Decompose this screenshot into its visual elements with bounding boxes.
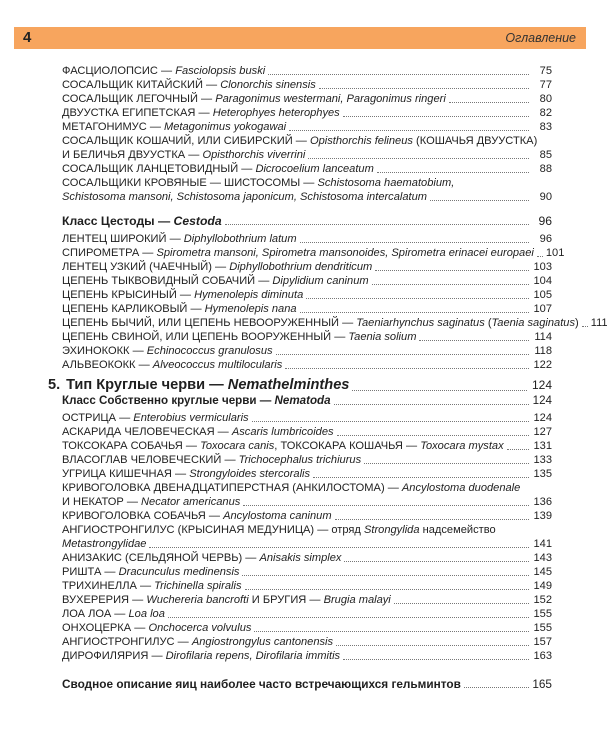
toc-part-nemathelminthes[interactable]: 5. Тип Круглые черви — Nemathelminthes 124	[48, 377, 552, 393]
page-ref: 75	[539, 65, 552, 77]
dot-leader	[430, 200, 529, 201]
page-ref: 155	[533, 608, 552, 620]
dot-leader	[507, 449, 529, 450]
dot-leader	[582, 326, 588, 327]
dot-leader	[336, 645, 529, 646]
dot-leader	[168, 617, 529, 618]
toc-entry-angiostrongylus-cantonensis[interactable]: АНГИОСТРОНГИЛУС — Angiostrongylus cantonensis 157	[62, 636, 552, 648]
page-ref: 165	[532, 677, 552, 691]
page-ref: 152	[533, 594, 552, 606]
toc-section-cestoda[interactable]: Класс Цестоды — Cestoda 96	[62, 214, 552, 228]
toc-entry-toxocara[interactable]: ТОКСОКАРА СОБАЧЬЯ — Toxocara canis, ТОКСОКАРА КОШАЧЬЯ — Toxocara mystax 131	[62, 440, 552, 452]
page-ref: 103	[533, 261, 552, 273]
toc-entry-spirometra[interactable]: СПИРОМЕТРА — Spirometra mansoni, Spirometra mansonoides, Spirometra erinacei europaei 101	[62, 247, 565, 259]
toc-entry-wuchereria[interactable]: ВУХЕРЕРИЯ — Wuchereria bancrofti И БРУГИЯ — Brugia malayi 152	[62, 594, 552, 606]
toc-entry-diphyllobothrium-latum[interactable]: ЛЕНТЕЦ ШИРОКИЙ — Diphyllobothrium latum 96	[62, 233, 552, 245]
page-ref: 88	[539, 163, 552, 175]
dot-leader	[252, 421, 529, 422]
dot-leader	[319, 88, 529, 89]
dot-leader	[225, 224, 529, 225]
toc-entry-alveococcus[interactable]: АЛЬВЕОКОКК — Alveococcus multilocularis 122	[62, 359, 552, 371]
toc-entry-trichocephalus[interactable]: ВЛАСОГЛАВ ЧЕЛОВЕЧЕСКИЙ — Trichocephalus trichiurus 133	[62, 454, 552, 466]
toc-entry-ancylostoma-caninum[interactable]: КРИВОГОЛОВКА СОБАЧЬЯ — Ancylostoma caninum 139	[62, 510, 552, 522]
page-ref: 80	[539, 93, 552, 105]
dot-leader	[242, 575, 529, 576]
toc-entry-clonorchis[interactable]: СОСАЛЬЩИК КИТАЙСКИЙ — Clonorchis sinensis 77	[62, 79, 552, 91]
toc-entry-strongyloides[interactable]: УГРИЦА КИШЕЧНАЯ — Strongyloides stercoralis 135	[62, 468, 552, 480]
toc-entry-paragonimus[interactable]: СОСАЛЬЩИК ЛЕГОЧНЫЙ — Paragonimus westermani, Paragonimus ringeri 80	[62, 93, 552, 105]
toc-section-nematoda[interactable]: Класс Собственно круглые черви — Nematoda 124	[62, 394, 552, 407]
dot-leader	[243, 505, 529, 506]
toc-entry-hymenolepis-nana[interactable]: ЦЕПЕНЬ КАРЛИКОВЫЙ — Hymenolepis nana 107	[62, 303, 552, 315]
dot-leader	[245, 589, 530, 590]
page-ref: 143	[533, 552, 552, 564]
page-ref: 124	[531, 378, 552, 392]
dot-leader	[343, 659, 529, 660]
toc-entry-enterobius[interactable]: ОСТРИЦА — Enterobius vermicularis 124	[62, 412, 552, 424]
dot-leader	[285, 368, 529, 369]
toc-entry-dracunculus[interactable]: РИШТА — Dracunculus medinensis 145	[62, 566, 552, 578]
page-ref: 133	[533, 454, 552, 466]
page-ref: 107	[533, 303, 552, 315]
dot-leader	[377, 172, 529, 173]
page-ref: 122	[533, 359, 552, 371]
toc-entry-opisthorchis[interactable]: СОСАЛЬЩИК КОШАЧИЙ, ИЛИ СИБИРСКИЙ — Opisthorchis felineus (КОШАЧЬЯ ДВУУСТКА) И БЕЛИЧЬЯ ДВУУСТКА — Opisthorchis viverrini 85	[62, 135, 552, 161]
toc-entry-taenia-solium[interactable]: ЦЕПЕНЬ СВИНОЙ, ИЛИ ЦЕПЕНЬ ВООРУЖЕННЫЙ — Taenia solium 114	[62, 331, 552, 343]
page-ref: 136	[533, 496, 552, 508]
page-ref: 96	[538, 214, 552, 228]
page-ref: 111	[590, 317, 608, 329]
toc-entry-diphyllobothrium-dendriticum[interactable]: ЛЕНТЕЦ УЗКИЙ (ЧАЕЧНЫЙ) — Diphyllobothrium dendriticum 103	[62, 261, 552, 273]
toc-entry-onchocerca[interactable]: ОНХОЦЕРКА — Onchocerca volvulus 155	[62, 622, 552, 634]
dot-leader	[449, 102, 529, 103]
running-title: Оглавление	[505, 31, 576, 45]
page-ref: 124	[533, 412, 552, 424]
toc-entry-taeniarhynchus[interactable]: ЦЕПЕНЬ БЫЧИЙ, ИЛИ ЦЕПЕНЬ НЕВООРУЖЕННЫЙ — Taeniarhynchus saginatus (Taenia saginatus) 111	[62, 317, 608, 329]
toc-entry-dirofilaria[interactable]: ДИРОФИЛЯРИЯ — Dirofilaria repens, Dirofilaria immitis 163	[62, 650, 552, 662]
toc-entry-dipylidium[interactable]: ЦЕПЕНЬ ТЫКВОВИДНЫЙ СОБАЧИЙ — Dipylidium caninum 104	[62, 275, 552, 287]
dot-leader	[306, 298, 529, 299]
page-ref: 118	[534, 345, 552, 357]
page-ref: 96	[539, 233, 552, 245]
toc-entry-heterophyes[interactable]: ДВУУСТКА ЕГИПЕТСКАЯ — Heterophyes heterophyes 82	[62, 107, 552, 119]
dot-leader	[313, 477, 529, 478]
dot-leader	[289, 130, 529, 131]
toc-entry-ancylostoma-duodenale[interactable]: КРИВОГОЛОВКА ДВЕНАДЦАТИПЕРСТНАЯ (АНКИЛОСТОМА) — Ancylostoma duodenale И НЕКАТОР — Necator americanus 136	[62, 482, 552, 508]
dot-leader	[268, 74, 529, 75]
page-ref: 135	[533, 468, 552, 480]
page-ref: 131	[533, 440, 552, 452]
toc-summary-eggs[interactable]: Сводное описание яиц наиболее часто встречающихся гельминтов 165	[62, 677, 552, 691]
dot-leader	[300, 312, 529, 313]
dot-leader	[537, 256, 543, 257]
page-ref: 77	[539, 79, 552, 91]
toc-entry-hymenolepis-diminuta[interactable]: ЦЕПЕНЬ КРЫСИНЫЙ — Hymenolepis diminuta 105	[62, 289, 552, 301]
dot-leader	[276, 354, 529, 355]
page-ref: 114	[534, 331, 552, 343]
page-ref: 149	[533, 580, 552, 592]
page-ref: 105	[533, 289, 552, 301]
page-ref: 83	[539, 121, 552, 133]
toc-entry-angiostrongylus-metastrongylidae[interactable]: АНГИОСТРОНГИЛУС (КРЫСИНАЯ МЕДУНИЦА) — отряд Strongylida надсемейство Metastrongylidae 141	[62, 524, 552, 550]
dot-leader	[343, 116, 529, 117]
page-ref: 145	[533, 566, 552, 578]
dot-leader	[344, 561, 529, 562]
table-of-contents	[48, 64, 608, 691]
toc-entry-fasciolopsis[interactable]: ФАСЦИОЛОПСИС — Fasciolopsis buski 75	[62, 65, 552, 77]
page-ref: 141	[533, 538, 552, 550]
dot-leader	[372, 284, 529, 285]
page-ref: 163	[533, 650, 552, 662]
page-number: 4	[23, 29, 32, 46]
toc-entry-dicrocoelium[interactable]: СОСАЛЬЩИК ЛАНЦЕТОВИДНЫЙ — Dicrocoelium lanceatum 88	[62, 163, 552, 175]
toc-entry-echinococcus[interactable]: ЭХИНОКОКК — Echinococcus granulosus 118	[62, 345, 552, 357]
dot-leader	[149, 547, 529, 548]
page-header	[14, 27, 586, 49]
toc-entry-anisakis[interactable]: АНИЗАКИС (СЕЛЬДЯНОЙ ЧЕРВЬ) — Anisakis simplex 143	[62, 552, 552, 564]
dot-leader	[464, 687, 529, 688]
page-ref: 124	[532, 394, 552, 407]
page-ref: 85	[539, 149, 552, 161]
toc-entry-ascaris[interactable]: АСКАРИДА ЧЕЛОВЕЧЕСКАЯ — Ascaris lumbricoides 127	[62, 426, 552, 438]
toc-entry-loa-loa[interactable]: ЛОА ЛОА — Loa loa 155	[62, 608, 552, 620]
page-ref: 101	[545, 247, 565, 259]
dot-leader	[337, 435, 529, 436]
toc-entry-schistosoma[interactable]: СОСАЛЬЩИКИ КРОВЯНЫЕ — ШИСТОСОМЫ — Schistosoma haematobium, Schistosoma mansoni, Schistosoma japonicum, Schistosoma intercalatum 90	[62, 177, 552, 203]
page-ref: 90	[539, 191, 552, 203]
page-ref: 82	[539, 107, 552, 119]
dot-leader	[352, 390, 527, 391]
dot-leader	[364, 463, 529, 464]
dot-leader	[254, 631, 529, 632]
page-ref: 157	[533, 636, 552, 648]
dot-leader	[394, 603, 529, 604]
page-ref: 104	[533, 275, 552, 287]
dot-leader	[335, 519, 529, 520]
dot-leader	[308, 158, 529, 159]
toc-entry-metagonimus[interactable]: МЕТАГОНИМУС — Metagonimus yokogawai 83	[62, 121, 552, 133]
dot-leader	[419, 340, 529, 341]
page-ref: 127	[533, 426, 552, 438]
page-ref: 155	[533, 622, 552, 634]
toc-entry-trichinella[interactable]: ТРИХИНЕЛЛА — Trichinella spiralis 149	[62, 580, 552, 592]
page-ref: 139	[533, 510, 552, 522]
dot-leader	[334, 404, 529, 405]
dot-leader	[375, 270, 529, 271]
dot-leader	[300, 242, 529, 243]
